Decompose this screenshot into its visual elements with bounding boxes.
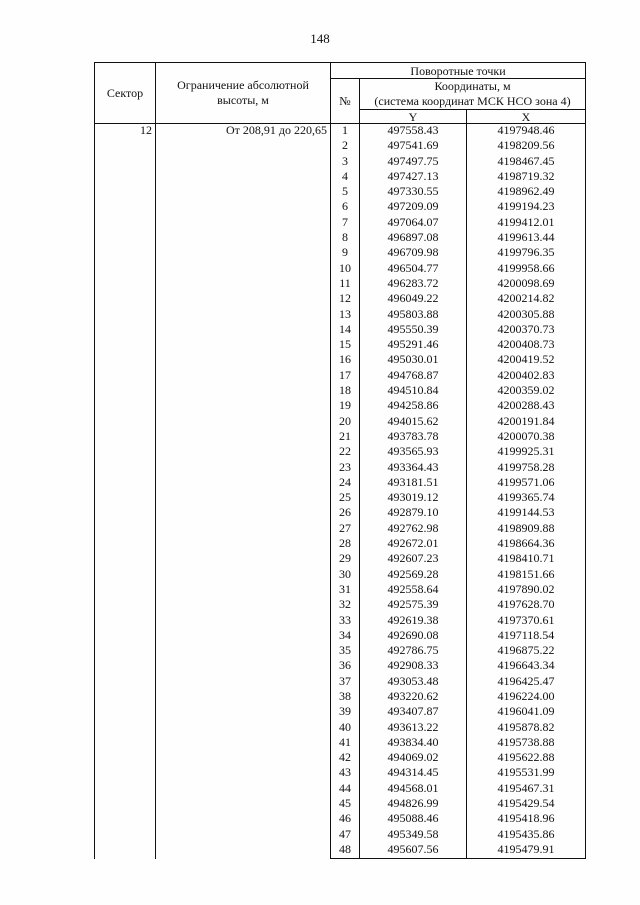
point-number: 34 xyxy=(331,629,360,644)
coord-y: 493407.87 xyxy=(360,705,467,720)
coord-y: 492569.28 xyxy=(360,568,467,583)
coord-y: 496897.08 xyxy=(360,231,467,246)
coord-x: 4195622.88 xyxy=(467,751,586,766)
point-number: 37 xyxy=(331,675,360,690)
point-number: 1 xyxy=(331,124,360,140)
coord-x: 4200419.52 xyxy=(467,353,586,368)
coord-x: 4197628.70 xyxy=(467,598,586,613)
point-number: 7 xyxy=(331,216,360,231)
coord-y: 492607.23 xyxy=(360,552,467,567)
coord-y: 492558.64 xyxy=(360,583,467,598)
point-number: 48 xyxy=(331,843,360,859)
header-col-y: Y xyxy=(360,110,467,124)
point-number: 42 xyxy=(331,751,360,766)
coord-y: 497330.55 xyxy=(360,185,467,200)
sector-value: 12 xyxy=(95,124,156,859)
point-number: 12 xyxy=(331,292,360,307)
coord-y: 492879.10 xyxy=(360,506,467,521)
coord-y: 495607.56 xyxy=(360,843,467,859)
coord-x: 4199365.74 xyxy=(467,491,586,506)
point-number: 28 xyxy=(331,537,360,552)
coord-x: 4197948.46 xyxy=(467,124,586,140)
point-number: 6 xyxy=(331,200,360,215)
coord-y: 494069.02 xyxy=(360,751,467,766)
coord-x: 4197118.54 xyxy=(467,629,586,644)
coord-x: 4200191.84 xyxy=(467,415,586,430)
table-row xyxy=(95,124,586,140)
coord-y: 496049.22 xyxy=(360,292,467,307)
coord-x: 4195435.86 xyxy=(467,828,586,843)
coord-x: 4195479.91 xyxy=(467,843,586,859)
coord-x: 4199571.06 xyxy=(467,476,586,491)
coord-y: 493783.78 xyxy=(360,430,467,445)
header-turning-points: Поворотные точки xyxy=(331,63,586,79)
table-body xyxy=(95,124,586,859)
coord-y: 496283.72 xyxy=(360,277,467,292)
coord-y: 494314.45 xyxy=(360,766,467,781)
coord-y: 492786.75 xyxy=(360,644,467,659)
coord-x: 4200070.38 xyxy=(467,430,586,445)
point-number: 29 xyxy=(331,552,360,567)
coord-x: 4196041.09 xyxy=(467,705,586,720)
coord-x: 4200214.82 xyxy=(467,292,586,307)
coord-y: 497541.69 xyxy=(360,139,467,154)
point-number: 35 xyxy=(331,644,360,659)
coord-x: 4200098.69 xyxy=(467,277,586,292)
point-number: 14 xyxy=(331,323,360,338)
coord-x: 4200408.73 xyxy=(467,338,586,353)
header-coord-system: (система координат МСК НСО зона 4) xyxy=(374,94,571,108)
coord-x: 4196425.47 xyxy=(467,675,586,690)
point-number: 23 xyxy=(331,461,360,476)
point-number: 5 xyxy=(331,185,360,200)
coord-y: 493220.62 xyxy=(360,690,467,705)
point-number: 36 xyxy=(331,659,360,674)
coord-y: 492908.33 xyxy=(360,659,467,674)
coord-x: 4198909.88 xyxy=(467,522,586,537)
point-number: 45 xyxy=(331,797,360,812)
point-number: 24 xyxy=(331,476,360,491)
point-number: 39 xyxy=(331,705,360,720)
point-number: 32 xyxy=(331,598,360,613)
point-number: 8 xyxy=(331,231,360,246)
coord-x: 4198151.66 xyxy=(467,568,586,583)
coord-x: 4199758.28 xyxy=(467,461,586,476)
point-number: 46 xyxy=(331,812,360,827)
coord-x: 4198410.71 xyxy=(467,552,586,567)
coord-x: 4196224.00 xyxy=(467,690,586,705)
coord-x: 4195467.31 xyxy=(467,782,586,797)
coord-x: 4195878.82 xyxy=(467,721,586,736)
coord-y: 493053.48 xyxy=(360,675,467,690)
coord-y: 497209.09 xyxy=(360,200,467,215)
coord-y: 495349.58 xyxy=(360,828,467,843)
point-number: 20 xyxy=(331,415,360,430)
coord-y: 495291.46 xyxy=(360,338,467,353)
coord-x: 4197370.61 xyxy=(467,614,586,629)
point-number: 41 xyxy=(331,736,360,751)
coord-x: 4200402.83 xyxy=(467,369,586,384)
point-number: 27 xyxy=(331,522,360,537)
coord-y: 495088.46 xyxy=(360,812,467,827)
coord-x: 4199144.53 xyxy=(467,506,586,521)
coord-x: 4198467.45 xyxy=(467,155,586,170)
point-number: 33 xyxy=(331,614,360,629)
coord-x: 4199412.01 xyxy=(467,216,586,231)
point-number: 31 xyxy=(331,583,360,598)
page-number: 148 xyxy=(310,31,330,46)
coord-y: 493181.51 xyxy=(360,476,467,491)
coord-x: 4198209.56 xyxy=(467,139,586,154)
point-number: 13 xyxy=(331,308,360,323)
point-number: 9 xyxy=(331,246,360,261)
coord-x: 4198962.49 xyxy=(467,185,586,200)
coord-y: 496504.77 xyxy=(360,262,467,277)
coord-y: 497427.13 xyxy=(360,170,467,185)
coord-y: 497064.07 xyxy=(360,216,467,231)
coord-y: 495550.39 xyxy=(360,323,467,338)
coord-y: 496709.98 xyxy=(360,246,467,261)
point-number: 40 xyxy=(331,721,360,736)
coord-x: 4199925.31 xyxy=(467,445,586,460)
coord-y: 493364.43 xyxy=(360,461,467,476)
coord-x: 4196643.34 xyxy=(467,659,586,674)
header-coordinates xyxy=(360,79,586,110)
coord-y: 492672.01 xyxy=(360,537,467,552)
coord-y: 492690.08 xyxy=(360,629,467,644)
coord-y: 497558.43 xyxy=(360,124,467,140)
point-number: 22 xyxy=(331,445,360,460)
table-header xyxy=(95,63,586,124)
coord-x: 4198664.36 xyxy=(467,537,586,552)
coord-y: 492619.38 xyxy=(360,614,467,629)
coord-x: 4195429.54 xyxy=(467,797,586,812)
coord-x: 4196875.22 xyxy=(467,644,586,659)
coord-y: 495030.01 xyxy=(360,353,467,368)
coord-x: 4198719.32 xyxy=(467,170,586,185)
coord-y: 493565.93 xyxy=(360,445,467,460)
coord-x: 4200359.02 xyxy=(467,384,586,399)
coord-x: 4200370.73 xyxy=(467,323,586,338)
point-number: 43 xyxy=(331,766,360,781)
coord-x: 4199958.66 xyxy=(467,262,586,277)
coord-x: 4199796.35 xyxy=(467,246,586,261)
coord-y: 494826.99 xyxy=(360,797,467,812)
point-number: 3 xyxy=(331,155,360,170)
coord-y: 494258.86 xyxy=(360,399,467,414)
coord-y: 497497.75 xyxy=(360,155,467,170)
coord-x: 4197890.02 xyxy=(467,583,586,598)
coord-x: 4195738.88 xyxy=(467,736,586,751)
coord-y: 492575.39 xyxy=(360,598,467,613)
coord-y: 494768.87 xyxy=(360,369,467,384)
point-number: 11 xyxy=(331,277,360,292)
coord-x: 4199194.23 xyxy=(467,200,586,215)
coord-x: 4199613.44 xyxy=(467,231,586,246)
height-limit-value: От 208,91 до 220,65 xyxy=(156,124,331,859)
coord-x: 4195418.96 xyxy=(467,812,586,827)
point-number: 15 xyxy=(331,338,360,353)
header-coordinates-label: Координаты, м xyxy=(434,79,511,93)
coord-y: 492762.98 xyxy=(360,522,467,537)
point-number: 19 xyxy=(331,399,360,414)
point-number: 30 xyxy=(331,568,360,583)
coord-y: 493613.22 xyxy=(360,721,467,736)
header-height-limit: Ограничение абсолютной высоты, м xyxy=(156,63,331,124)
point-number: 2 xyxy=(331,139,360,154)
point-number: 10 xyxy=(331,262,360,277)
header-number: № xyxy=(331,79,360,124)
coord-x: 4195531.99 xyxy=(467,766,586,781)
coordinates-table xyxy=(94,62,586,859)
point-number: 4 xyxy=(331,170,360,185)
header-sector: Сектор xyxy=(95,63,156,124)
header-col-x: X xyxy=(467,110,586,124)
point-number: 21 xyxy=(331,430,360,445)
point-number: 25 xyxy=(331,491,360,506)
point-number: 47 xyxy=(331,828,360,843)
point-number: 16 xyxy=(331,353,360,368)
point-number: 18 xyxy=(331,384,360,399)
point-number: 38 xyxy=(331,690,360,705)
coord-y: 494510.84 xyxy=(360,384,467,399)
point-number: 17 xyxy=(331,369,360,384)
coord-x: 4200288.43 xyxy=(467,399,586,414)
point-number: 26 xyxy=(331,506,360,521)
point-number: 44 xyxy=(331,782,360,797)
coord-y: 494568.01 xyxy=(360,782,467,797)
coord-y: 493019.12 xyxy=(360,491,467,506)
coord-y: 495803.88 xyxy=(360,308,467,323)
coord-y: 494015.62 xyxy=(360,415,467,430)
coord-x: 4200305.88 xyxy=(467,308,586,323)
coord-y: 493834.40 xyxy=(360,736,467,751)
